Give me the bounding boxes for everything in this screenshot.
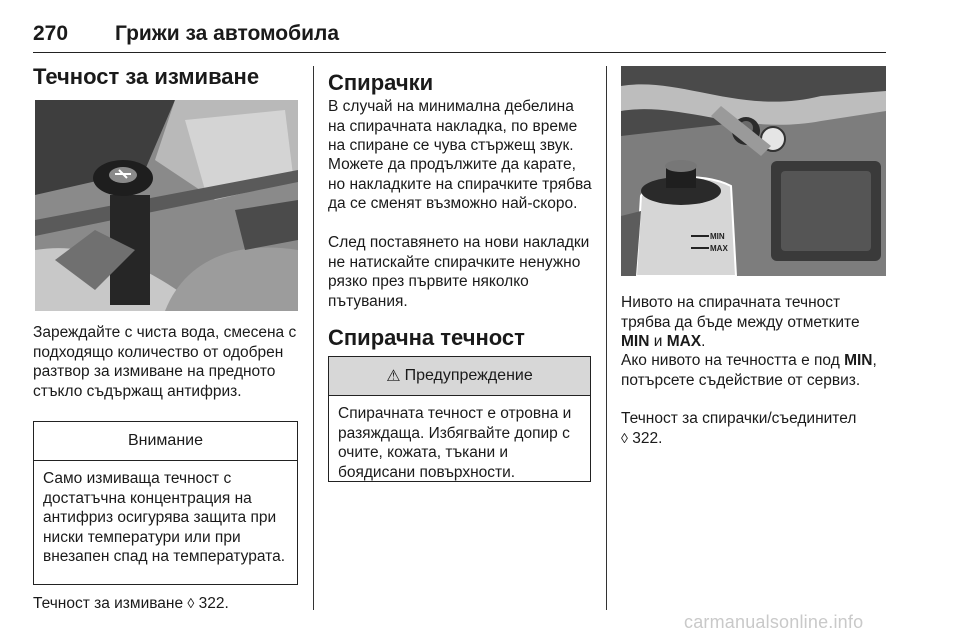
page-header (33, 22, 886, 53)
max-label: MAX (666, 333, 702, 350)
level-text: Нивото на спирачната течност трябва да бъде между отметките (621, 294, 860, 331)
below-text: Ако нивото на течността е под (621, 352, 840, 369)
reference-arrow-icon: ◊ (187, 595, 195, 611)
washer-fluid-heading: Течност за измиване (33, 64, 260, 89)
reference-arrow-icon-2: ◊ (621, 429, 628, 446)
reference-text: Течност за измиване (33, 595, 184, 612)
brake-fluid-reference (621, 409, 886, 448)
min-label-2: MIN (844, 352, 873, 369)
caution-box (33, 421, 298, 585)
warning-box (328, 356, 591, 482)
warning-header (329, 357, 590, 396)
period-text: . (701, 333, 706, 350)
brakes-paragraph-2: Можете да продължите да карате, но накладките на спирачките трябва да се сменят възможно най-скоро. (328, 156, 592, 212)
warning-triangle-icon: ⚠ (386, 368, 401, 385)
chapter-title: Грижи за автомобила (115, 22, 340, 45)
brakes-paragraph-3: След поставянето на нови накладки не натискайте спирачките ненужно рязко през първите няколко пътувания. (328, 234, 590, 310)
washer-fluid-reference (33, 594, 298, 614)
min-mark-label: MIN (710, 232, 725, 241)
brake-fluid-reservoir-photo (621, 66, 886, 276)
watermark: carmanualsonline.info (684, 612, 864, 632)
caution-title: Внимание (34, 422, 297, 461)
washer-reservoir-photo (35, 100, 298, 311)
and-text: и (649, 333, 667, 350)
column-divider-1 (313, 66, 314, 610)
reference-text-2: Течност за спирачки/съединител (621, 410, 857, 427)
below-min-paragraph (621, 351, 886, 390)
reference-page-2[interactable]: 322. (632, 429, 663, 447)
brakes-paragraph-1: В случай на минимална дебелина на спирачната накладка, по време на спиране се чува стържещ звук. (328, 98, 578, 154)
brakes-heading: Спирачки (328, 70, 434, 95)
caution-body: Само измиваща течност с достатъчна концентрация на антифриз осигурява защита при ниски температури или при внезапен спад на температурата. (43, 470, 285, 565)
washer-fluid-paragraph: Зареждайте с чиста вода, смесена с подходящо количество от одобрен разтвор за измиване на предното стъкло съдържащ антифриз. (33, 324, 297, 400)
warning-body: Спирачната течност е отровна и разяждаща. Избягвайте допир с очите, кожата, тъкани и боядисани повърхности. (338, 405, 572, 481)
warning-title: Предупреждение (404, 367, 533, 384)
service-text: , потърсете съдействие от сервиз. (621, 352, 877, 389)
reference-page[interactable]: 322. (198, 595, 229, 612)
min-label: MIN (621, 333, 650, 350)
brake-fluid-heading: Спирачна течност (328, 325, 525, 350)
column-divider-2 (606, 66, 607, 610)
brake-fluid-level-paragraph (621, 293, 886, 352)
page-number: 270 (33, 22, 69, 45)
max-mark-label: MAX (710, 244, 728, 253)
